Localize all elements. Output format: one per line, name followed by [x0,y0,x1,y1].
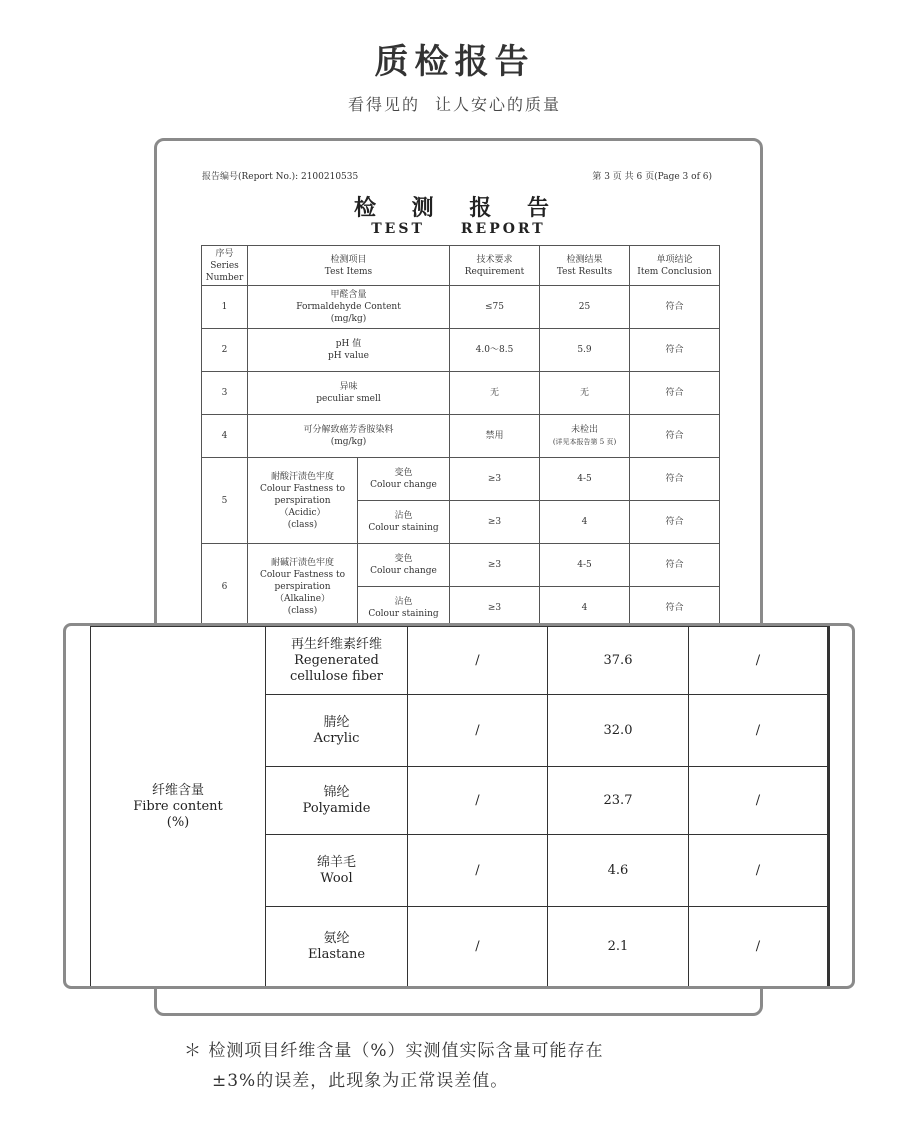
cell-text: / [689,695,829,767]
cell-text: 2 [202,329,248,372]
fibre-content-label [91,627,266,987]
report-header [202,169,712,182]
cell-text: / [408,695,548,767]
table-row [202,458,720,501]
cell-text: perspiration [274,495,331,506]
table-cell [266,835,408,907]
cell-text: pH value [328,351,369,361]
report-page-number: 第 3 页 共 6 页(Page 3 of 6) [592,172,712,182]
report-title-en-a: TEST [371,221,425,237]
cell-text: 4.6 [548,835,689,907]
cell-text: 符合 [630,286,720,329]
table-cell [248,329,450,372]
cell-text: (%) [166,814,190,830]
cell-text: ≥3 [450,544,540,587]
cell-text: 4-5 [540,458,630,501]
cell-text: 5 [202,458,248,544]
cell-text: 耐酸汗渍色牢度 [270,471,334,482]
cell-text: Elastane [307,946,366,962]
cell-text: ≥3 [450,501,540,544]
table-row [202,372,720,415]
cell-text: 符合 [630,458,720,501]
cell-text: Colour staining [368,523,439,533]
cell-text: 绵羊毛 [316,854,356,870]
cell-text: 25 [540,286,630,329]
cell-text: 再生纤维素纤维 [290,636,382,652]
cell-text: Wool [320,870,353,886]
report-title: 检 测 报 告 [354,195,563,221]
table-row [91,627,829,695]
cell-text: Test Results [556,266,613,277]
cell-text: Formaldehyde Content [296,302,401,312]
cell-text: 符合 [630,415,720,458]
cell-text: （Alkaline） [274,593,331,604]
subtitle-part-a: 看得见的 [347,95,420,114]
cell-text: Test Items [324,266,373,277]
cell-text: Number [205,272,244,283]
cell-text: 异味 [339,382,358,392]
report-title-en [157,221,760,237]
cell-text: 32.0 [548,695,689,767]
table-row [202,415,720,458]
header-conclusion [630,246,720,286]
cell-text: 3 [202,372,248,415]
cell-text: 符合 [630,544,720,587]
cell-text: ≥3 [450,587,540,630]
cell-text: ≥3 [450,458,540,501]
cell-text: (class) [287,605,318,616]
cell-text: 沾色 [394,597,413,607]
fibre-content-table [90,626,830,987]
cell-text: 纤维含量 [151,782,204,798]
cell-text: 4 [540,501,630,544]
header-series [202,246,248,286]
cell-text: / [689,767,829,835]
cell-text: (mg/kg) [330,437,367,447]
cell-text: 5.9 [540,329,630,372]
cell-text: 腈纶 [323,714,350,730]
cell-text: / [689,907,829,987]
cell-text: 4 [540,587,630,630]
cell-text: 单项结论 [656,254,693,265]
footnote [184,1036,604,1096]
table-cell [266,907,408,987]
table-cell [248,458,358,544]
cell-text: Series [210,260,239,271]
report-table [201,245,720,630]
header-requirement [450,246,540,286]
cell-text: 2.1 [548,907,689,987]
table-cell [266,695,408,767]
cell-text: 变色 [394,468,413,478]
cell-text: Polyamide [302,800,371,816]
cell-text: 禁用 [450,415,540,458]
cell-text: Fibre content [133,798,223,814]
cell-text: Acrylic [313,730,360,746]
cell-text: 未检出 [570,425,598,435]
table-cell [248,286,450,329]
cell-text: (class) [287,519,318,530]
cell-text: 变色 [394,554,413,564]
table-cell [358,501,450,544]
table-row [202,329,720,372]
cell-text: Colour staining [368,609,439,619]
cell-text: 检测项目 [330,254,367,265]
cell-text: Colour Fastness to [259,483,346,494]
cell-text: 4 [202,415,248,458]
footnote-line-2: ±3%的误差，此现象为正常误差值。 [212,1071,509,1091]
report-number: 报告编号(Report No.): 2100210535 [202,172,359,182]
fibre-content-zoom-panel [63,623,855,989]
cell-text: 4-5 [540,544,630,587]
cell-text: 沾色 [394,511,413,521]
cell-text: 锦纶 [323,784,350,800]
table-cell [358,544,450,587]
cell-text: / [408,907,548,987]
cell-text: cellulose fiber [289,668,384,684]
cell-text: Requirement [464,266,525,277]
cell-text: 符合 [630,372,720,415]
cell-text: / [408,767,548,835]
table-header-row [202,246,720,286]
table-cell [358,458,450,501]
cell-text: 1 [202,286,248,329]
cell-text: (详见本报告第 5 页) [552,438,617,446]
cell-text: 氨纶 [323,930,350,946]
cell-text: peculiar smell [316,394,381,404]
table-cell [248,372,450,415]
cell-text: 技术要求 [476,254,513,265]
cell-text: Item Conclusion [637,266,712,277]
cell-text: / [408,835,548,907]
cell-text: / [689,627,829,695]
cell-text: Colour change [370,480,437,490]
cell-text: 23.7 [548,767,689,835]
header-results [540,246,630,286]
subtitle-part-b: 让人安心的质量 [435,95,562,114]
report-title-en-b: REPORT [460,221,546,237]
cell-text: 符合 [630,329,720,372]
table-cell [266,767,408,835]
cell-text: 无 [540,372,630,415]
header-test-items [248,246,450,286]
cell-text: pH 值 [335,339,362,349]
cell-text: （Acidic） [279,507,326,518]
table-row [202,544,720,587]
cell-text: ≤75 [450,286,540,329]
page-title: 质检报告 [374,42,535,82]
cell-text: Regenerated [294,652,379,668]
cell-text: 37.6 [548,627,689,695]
table-cell [248,415,450,458]
table-row [202,286,720,329]
cell-text: 无 [450,372,540,415]
cell-text: 符合 [630,587,720,630]
table-cell [266,627,408,695]
cell-text: 4.0～8.5 [450,329,540,372]
cell-text: (mg/kg) [330,314,367,324]
cell-text: Colour Fastness to [259,569,346,580]
cell-text: 序号 [215,248,234,259]
cell-text: 甲醛含量 [330,290,367,300]
cell-text: 6 [202,544,248,630]
cell-text: / [408,627,548,695]
cell-text: 检测结果 [566,254,603,265]
page-subtitle [0,92,909,115]
cell-text: 符合 [630,501,720,544]
footnote-line-1: ＊ 检测项目纤维含量（%）实测值实际含量可能存在 [184,1041,604,1061]
cell-text: Colour change [370,566,437,576]
cell-text: perspiration [274,581,331,592]
table-cell [540,415,630,458]
cell-text: 耐碱汗渍色牢度 [270,557,334,568]
table-cell [248,544,358,630]
cell-text: / [689,835,829,907]
cell-text: 可分解致癌芳香胺染料 [303,425,394,435]
